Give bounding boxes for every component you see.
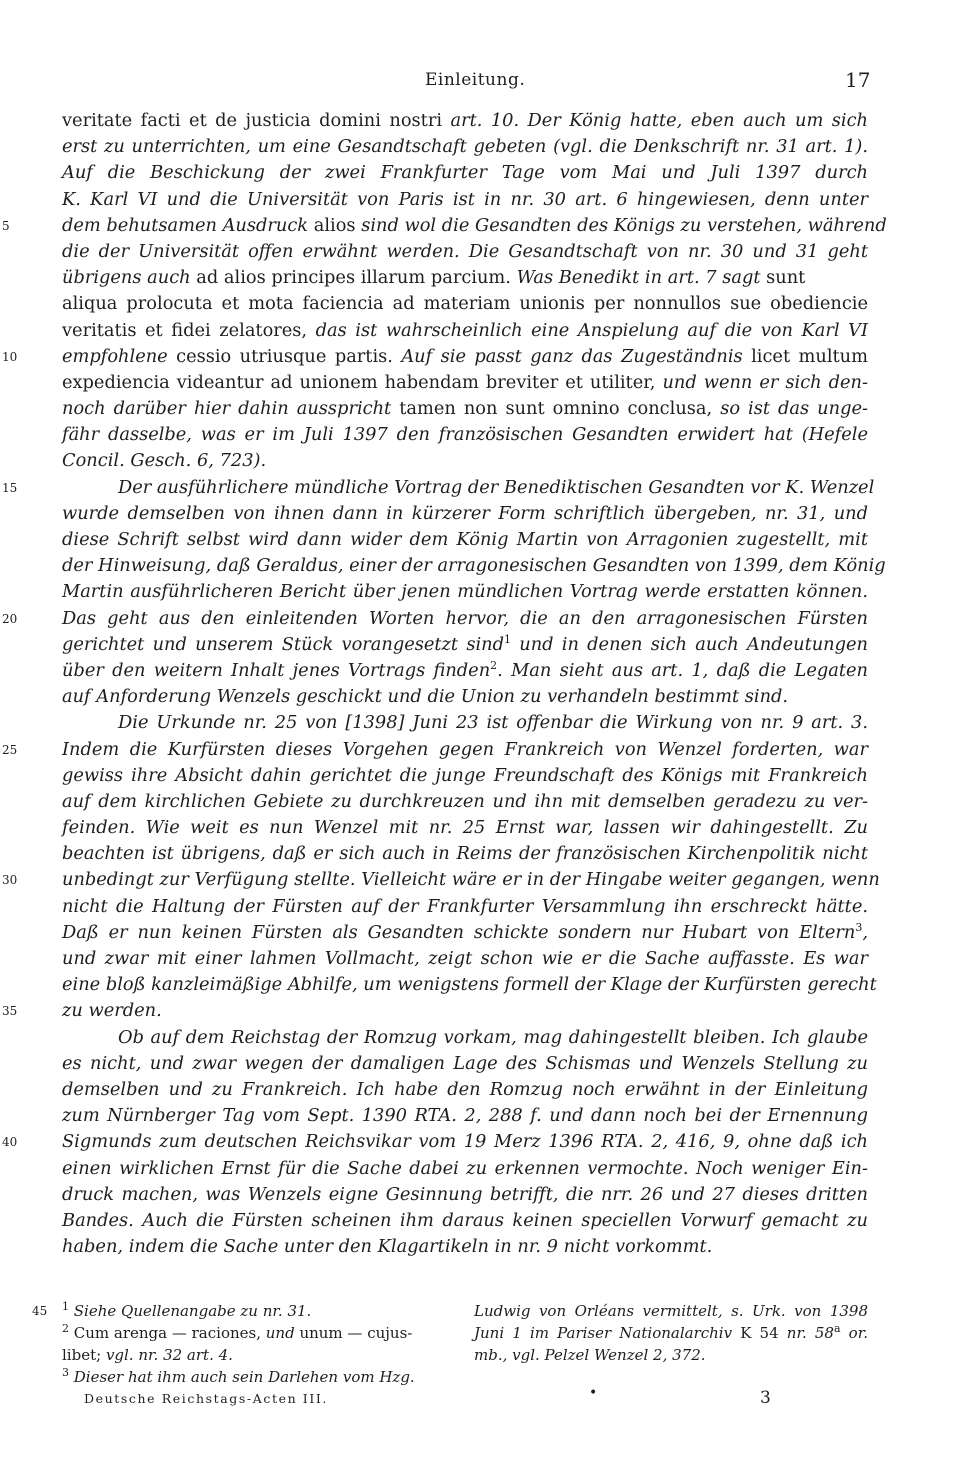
text-run: . Man sieht aus art. 1, daß die Legaten — [497, 659, 868, 681]
text-line — [62, 1156, 868, 1182]
text-run: expediencia videantur ad unionem habendam breviter et utiliter, — [62, 371, 663, 393]
text-run: zum Nürnberger Tag vom Sept. 1390 RTA. 2, 288 f. und dann noch bei der Ernennung — [62, 1105, 868, 1127]
footnotes-left-column — [32, 1300, 415, 1388]
text-line — [62, 1077, 868, 1103]
text-run: veritate facti et de justicia domini nostri — [62, 110, 451, 131]
footnote-line — [32, 1300, 392, 1322]
text-run: Martin ausführlicheren Bericht über jenen mündlichen Vortrag werde erstatten können. — [62, 581, 868, 603]
text-run: feinden. Wie weit es nun Wenzel mit nr. 25 Ernst war, lassen wir dahingestellt. Zu — [62, 817, 868, 839]
text-run: Sigmunds zum deutschen Reichsvikar vom 19 Merz 1396 RTA. 2, 416, 9, ohne daß ich — [62, 1131, 868, 1153]
text-run: unbedingt zur Verfügung stellte. Vielleicht wäre er in der Hingabe weiter gegangen, wenn — [62, 869, 880, 891]
text-line — [2, 1129, 868, 1155]
text-run: zu werden. — [62, 1000, 162, 1022]
text-line — [62, 815, 868, 841]
text-line — [62, 972, 877, 998]
text-run: noch darüber hier dahin ausspricht — [62, 398, 400, 420]
text-run: und wenn er sich den- — [662, 371, 868, 393]
text-run: auf dem kirchlichen Gebiete zu durchkreuzen und ihn mit demselben geradezu zu ver- — [62, 790, 868, 812]
text-run: die der Universität offen erwähnt werden. Die Gesandtschaft von nr. 30 und 31 geht — [62, 240, 868, 262]
text-run: gewiss ihre Absicht dahin gerichtet die junge Freundschaft des Königs mit Frankreich — [62, 764, 868, 786]
text-run: K. Karl VI und die Universität von Paris ist in nr. 30 art. 6 hingewiesen, denn unter — [62, 188, 868, 210]
text-run: und zwar mit einer lahmen Vollmacht, zeigt schon wie er die Sache auffasste. Es war — [62, 948, 868, 969]
text-run: druck machen, was Wenzels eigne Gesinnung betrifft, die nrr. 26 und 27 dieses dritten — [62, 1183, 868, 1205]
text-run: K 54 — [740, 1324, 787, 1342]
text-run: Bandes. Auch die Fürsten scheinen ihm daraus keinen speciellen Vorwurf gemacht zu — [62, 1209, 868, 1231]
text-line — [62, 894, 868, 920]
text-run: über den weitern Inhalt jenes Vortrags finden — [62, 659, 491, 681]
text-run: cessio utriusque partis. — [176, 345, 402, 367]
page-number: 17 — [845, 68, 871, 92]
text-run: Siehe Quellenangabe zu nr. 31. — [69, 1302, 312, 1320]
text-run: wurde demselben von ihnen dann in kürzerer Form schriftlich übergeben, nr. 31, und — [62, 502, 868, 524]
line-number: 20 — [2, 611, 18, 626]
footnote-marker: a — [833, 1322, 841, 1335]
text-line — [62, 501, 868, 527]
text-run: eine bloß kanzleimäßige Abhilfe, um wenigstens formell der Klage der Kurfürsten gerecht — [62, 974, 877, 996]
line-number: 45 — [32, 1304, 48, 1318]
text-run: erst zu unterrichten, um eine Gesandtschaft gebeten (vgl. die Denkschrift nr. 31 art. 1). — [62, 136, 868, 158]
text-run: alios — [313, 214, 362, 236]
signature-mark: 3 — [760, 1388, 771, 1408]
text-line — [2, 213, 887, 239]
text-run: Concil. Gesch. 6, 723). — [62, 450, 267, 472]
text-line — [62, 579, 868, 605]
text-run: , — [862, 921, 868, 943]
text-run: der Hinweisung, daß Geraldus, einer der arragonesischen Gesandten von 1399, dem König — [62, 555, 886, 577]
text-line — [62, 632, 868, 658]
text-run: mb., vgl. Pelzel Wenzel 2, 372. — [474, 1346, 706, 1364]
text-line — [2, 867, 880, 893]
text-line — [62, 684, 868, 710]
text-line — [62, 920, 868, 946]
page-footer — [84, 1385, 884, 1421]
text-run: Cum arenga — raciones, — [69, 1324, 266, 1342]
text-line — [2, 606, 868, 632]
text-run: ad alios principes illarum parcium. — [196, 267, 517, 289]
text-line — [2, 475, 875, 501]
text-line — [62, 1208, 868, 1234]
text-line — [62, 291, 868, 317]
text-line — [62, 658, 868, 684]
text-line — [62, 841, 868, 867]
text-run: dem behutsamen Ausdruck — [62, 214, 314, 236]
line-number: 5 — [2, 218, 10, 233]
line-number: 10 — [2, 349, 18, 364]
text-line — [62, 239, 868, 265]
text-line — [62, 1234, 868, 1260]
text-run: einen wirklichen Ernst für die Sache dabei zu erkennen vermochte. Noch weniger Ein- — [62, 1157, 868, 1179]
text-line — [62, 318, 868, 344]
text-run: Daß er nun keinen Fürsten als Gesandten schickte sondern nur Hubart von Eltern — [62, 921, 856, 943]
text-run: art. 10. Der König hatte, eben auch um sich — [450, 110, 868, 131]
text-run: demselben und zu Frankreich. Ich habe den Romzug noch erwähnt in der Einleitung — [62, 1078, 868, 1100]
text-line — [2, 998, 868, 1024]
text-run: sind wol die Gesandten des Königs zu verstehen, während — [361, 214, 887, 236]
footnote-line — [62, 1344, 392, 1366]
text-run: fähr dasselbe, was er im Juli 1397 den französischen Gesandten erwidert hat (Hefele — [62, 424, 868, 446]
footnote-line — [474, 1344, 868, 1366]
text-run: auf Anforderung Wenzels geschickt und die Union zu verhandeln bestimmt sind. — [62, 686, 789, 708]
line-number: 15 — [2, 480, 18, 495]
text-line — [62, 1182, 868, 1208]
text-run: Die Urkunde nr. 25 von [1398] Juni 23 ist offenbar die Wirkung von nr. 9 art. 3. — [118, 712, 868, 734]
text-line — [2, 344, 868, 370]
text-line — [62, 448, 868, 474]
text-line — [62, 396, 868, 422]
text-run: es nicht, und zwar wegen der damaligen Lage des Schismas und Wenzels Stellung zu — [62, 1052, 868, 1074]
text-run: diese Schrift selbst wird dann wider dem König Martin von Arragonien zugestellt, mit — [62, 529, 868, 550]
text-run: Ludwig von Orléans vermittelt, s. Urk. von 1398 — [474, 1302, 868, 1320]
text-line — [62, 134, 868, 160]
text-line — [62, 265, 868, 291]
text-run: Der ausführlichere mündliche Vortrag der Benediktischen Gesandten vor K. Wenzel — [118, 476, 875, 498]
footnote-line — [62, 1366, 415, 1388]
text-line — [62, 789, 868, 815]
line-number: 25 — [2, 742, 18, 757]
text-line — [62, 187, 868, 213]
line-number: 30 — [2, 873, 18, 888]
text-line — [2, 737, 868, 763]
text-run: und — [265, 1324, 300, 1342]
text-line — [62, 1025, 868, 1051]
footnote-marker: 2 — [62, 1322, 69, 1335]
text-run: empfohlene — [62, 345, 177, 367]
footnote-marker: 2 — [490, 659, 498, 673]
text-line — [62, 1103, 868, 1129]
text-run: libet; — [62, 1346, 106, 1364]
text-run: nicht die Haltung der Fürsten auf der Frankfurter Versammlung ihn erschreckt hätte. — [62, 895, 868, 917]
text-run: Was Benedikt in art. 7 sagt — [516, 267, 767, 289]
text-run: Das geht aus den einleitenden Worten hervor, die an den arragonesischen Fürsten — [62, 607, 868, 629]
footnote-line — [62, 1322, 413, 1344]
text-run: tamen non sunt omnino conclusa, — [399, 398, 721, 420]
text-line — [62, 946, 868, 972]
text-run: gerichtet und unserem Stück vorangesetzt sind — [62, 633, 504, 655]
text-run: haben, indem die Sache unter den Klagartikeln in nr. 9 nicht vorkommt. — [62, 1236, 713, 1258]
body-text — [2, 108, 887, 1260]
text-line — [62, 160, 868, 186]
text-run: Juni 1 im Pariser Nationalarchiv — [474, 1324, 741, 1342]
text-run: und in denen sich auch Andeutungen — [510, 633, 868, 655]
footnote-line — [474, 1300, 868, 1322]
text-run: Dieser hat ihm auch sein Darlehen vom Hzg. — [69, 1368, 415, 1386]
footnote-marker: 1 — [62, 1300, 69, 1313]
text-line — [62, 1051, 868, 1077]
text-run: übrigens auch — [62, 267, 197, 289]
text-run: Ob auf dem Reichstag der Romzug vorkam, mag dahingestellt bleiben. Ich glaube — [118, 1026, 868, 1048]
footnote-marker: 1 — [503, 632, 511, 646]
text-line — [62, 422, 868, 448]
footer-dot: • — [589, 1385, 598, 1401]
text-line — [62, 553, 886, 579]
footnote-marker: 3 — [62, 1366, 69, 1379]
text-run: aliqua prolocuta et mota faciencia ad materiam unionis per nonnullos sue obediencie — [62, 293, 868, 315]
text-run: licet multum — [751, 345, 868, 367]
text-run: Auf die Beschickung der zwei Frankfurter Tage vom Mai und Juli 1397 durch — [62, 162, 868, 184]
text-run: nr. 58 — [786, 1324, 834, 1342]
text-run: unum — cujus- — [299, 1324, 413, 1342]
footnote-line — [474, 1322, 868, 1344]
text-run: beachten ist übrigens, daß er sich auch in Reims der französischen Kirchenpolitik nicht — [62, 843, 868, 865]
footnote-marker: 3 — [855, 920, 863, 934]
text-line — [62, 527, 868, 553]
text-run: Indem die Kurfürsten dieses Vorgehen gegen Frankreich von Wenzel forderten, war — [62, 738, 868, 760]
page-header — [0, 70, 960, 100]
line-number: 35 — [2, 1004, 18, 1019]
text-line — [62, 763, 868, 789]
footnotes-right-column — [474, 1300, 868, 1366]
text-line — [62, 710, 868, 736]
line-number: 40 — [2, 1135, 18, 1150]
text-run: Auf sie passt ganz das Zugeständnis — [401, 345, 752, 367]
text-line — [62, 108, 868, 134]
text-run: sunt — [766, 267, 806, 289]
text-run: vgl. nr. 32 art. 4. — [105, 1346, 233, 1364]
text-run: das ist wahrscheinlich eine Anspielung auf die von Karl VI — [315, 319, 868, 341]
running-head: Einleitung. — [425, 70, 526, 90]
imprint: Deutsche Reichstags-Acten III. — [84, 1391, 328, 1406]
text-run: veritatis et fidei zelatores, — [62, 319, 316, 341]
text-run: so ist das unge- — [720, 398, 868, 420]
text-run: or. — [840, 1324, 868, 1342]
text-line — [62, 370, 868, 396]
